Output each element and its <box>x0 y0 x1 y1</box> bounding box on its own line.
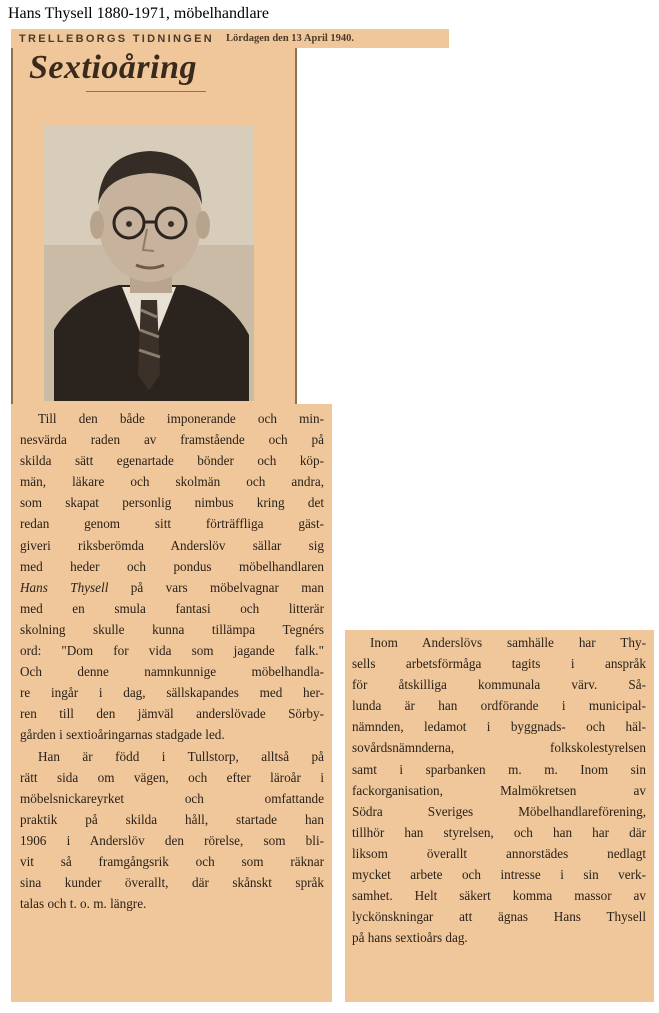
column-rule-right <box>295 48 297 404</box>
article-line: sells arbetsförmåga tagits i anspråk <box>352 656 646 672</box>
column-rule-left <box>11 48 13 404</box>
article-line: nesvärda raden av framstående och på <box>20 432 324 448</box>
article-line: Hans Thysell på vars möbelvagnar man <box>20 579 324 595</box>
article-line: vit så framgångsrik och som räknar <box>20 853 324 869</box>
article-line: ren till den jämväl anderslövade Sörby- <box>20 706 324 722</box>
article-line: Till den både imponerande och min- <box>38 411 324 426</box>
article-line: sina kunder överallt, där skånskt språk <box>20 875 324 891</box>
article-line: lyckönskningar att ägnas Hans Thysell <box>352 909 646 925</box>
article-line: på hans sextioårs dag. <box>352 930 468 946</box>
article-line: skolning skulle kunna tillämpa Tegnérs <box>20 621 324 637</box>
article-line: män, läkare och skolmän och andra, <box>20 474 324 490</box>
article-line: ord: "Dom for vida som jagande falk." <box>20 643 324 659</box>
article-line: talas och t. o. m. längre. <box>20 896 147 912</box>
article-line: Han är född i Tullstorp, alltså på <box>38 748 324 764</box>
column-gap <box>334 630 336 1002</box>
article-line: sovårdsnämnderna, folkskolestyrelsen <box>352 740 646 756</box>
document-title: Hans Thysell 1880-1971, möbelhandlare <box>8 5 269 22</box>
newspaper-masthead <box>11 29 449 48</box>
article-line: tillhör han styrelsen, och han har där <box>352 824 646 840</box>
article-column-right <box>345 630 654 1002</box>
article-line: nämnden, ledamot i byggnads- och häl- <box>352 719 646 735</box>
publication-date: Lördagen den 13 April 1940. <box>225 33 355 44</box>
portrait-illustration <box>44 125 254 401</box>
headline-underline <box>86 91 206 92</box>
headline-and-photo-block <box>11 48 297 404</box>
article-column-left <box>11 404 332 1002</box>
newspaper-name: TRELLEBORGS TIDNINGEN <box>19 32 214 45</box>
article-line: samhet. Helt säkert komma massor av <box>352 888 646 904</box>
article-line: som skapat personlig nimbus kring det <box>20 495 324 511</box>
article-line: lunda är han ordförande i municipal- <box>352 698 646 714</box>
article-headline: Sextioåring <box>29 49 197 86</box>
article-line: Inom Anderslövs samhälle har Thy- <box>370 635 646 650</box>
article-line: gården i sextioåringarnas stadgade led. <box>20 727 225 743</box>
article-line: Södra Sveriges Möbelhandlareförening, <box>352 803 646 819</box>
article-line: liksom överallt annorstädes nedlagt <box>352 845 646 861</box>
article-line: re ingår i dag, sällskapandes med her- <box>20 685 324 701</box>
article-line: 1906 i Anderslöv den rörelse, som bli- <box>20 832 324 848</box>
article-line: för åtskilliga kommunala värv. Så- <box>352 677 646 693</box>
article-line: fackorganisation, Malmökretsen av <box>352 782 646 798</box>
article-line: mycket arbete och intresse i sin verk- <box>352 867 646 883</box>
article-line: möbelsnickareyrket och omfattande <box>20 790 324 806</box>
article-line: Och denne namnkunnige möbelhandla- <box>20 664 324 680</box>
portrait-photo <box>44 125 254 401</box>
article-line: med en smula fantasi och litterär <box>20 600 324 616</box>
article-line: giveri riksberömda Anderslöv sällar sig <box>20 537 324 553</box>
article-line: praktik på skilda håll, startade han <box>20 811 324 827</box>
article-line: med heder och pondus möbelhandlaren <box>20 558 324 574</box>
article-line: samt i sparbanken m. m. Inom sin <box>352 761 646 777</box>
article-line: rätt sida om vägen, och efter läroår i <box>20 769 324 785</box>
article-line: redan genom sitt förträffliga gäst- <box>20 516 324 532</box>
article-line: skilda sätt egenartade bönder och köp- <box>20 453 324 469</box>
